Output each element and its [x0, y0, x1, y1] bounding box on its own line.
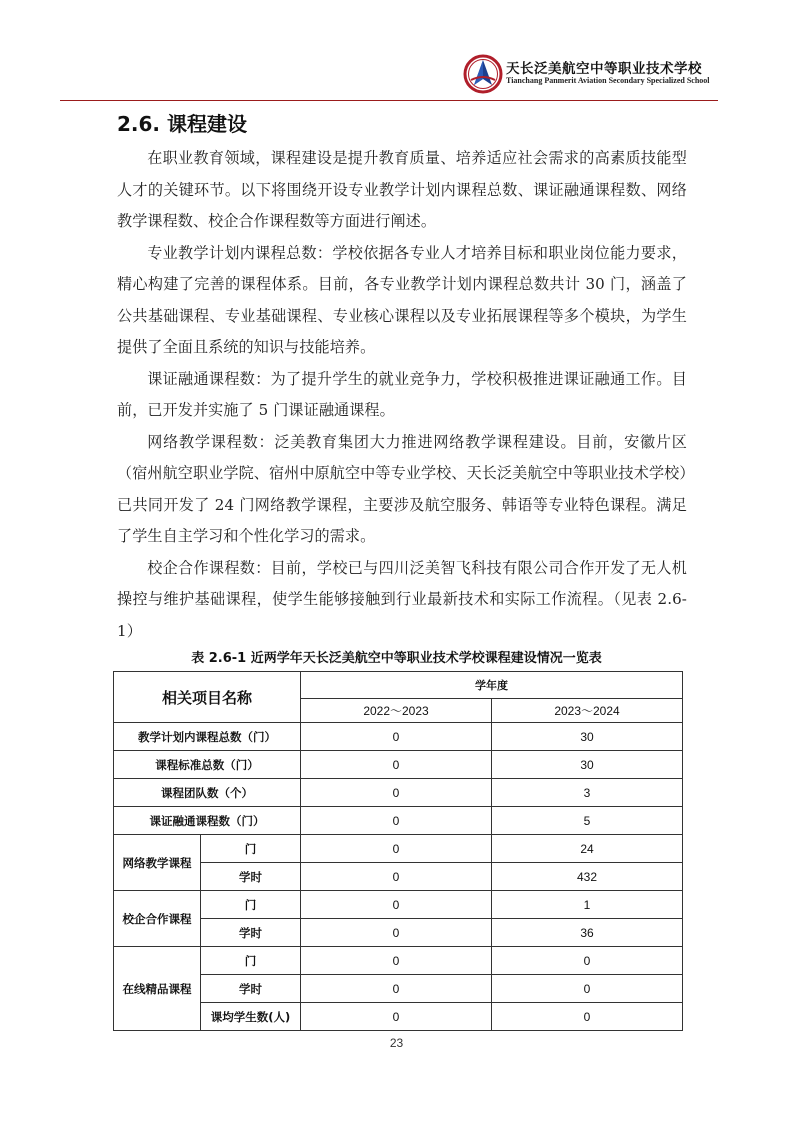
cell-value-2022: 0	[301, 919, 492, 947]
group-label: 校企合作课程	[114, 891, 201, 947]
header-year-group: 学年度	[301, 672, 683, 699]
cell-value-2022: 0	[301, 947, 492, 975]
cell-value-2022: 0	[301, 975, 492, 1003]
sub-label: 门	[201, 835, 301, 863]
section-title: 2.6. 课程建设	[117, 112, 247, 136]
cell-value-2023: 1	[492, 891, 683, 919]
school-name-en: Tianchang Panmerit Aviation Secondary Specialized School	[506, 76, 710, 85]
cell-value-2023: 0	[492, 1003, 683, 1031]
page-number: 23	[389, 1036, 404, 1050]
sub-label: 课均学生数(人)	[201, 1003, 301, 1031]
cell-value-2022: 0	[301, 891, 492, 919]
sub-label: 学时	[201, 975, 301, 1003]
cell-value-2022: 0	[301, 807, 492, 835]
paragraph-certificate-courses: 课证融通课程数：为了提升学生的就业竞争力，学校积极推进课证融通工作。目前，已开发并实施了 5 门课证融通课程。	[117, 369, 687, 419]
cell-value-2022: 0	[301, 1003, 492, 1031]
cell-value-2023: 0	[492, 975, 683, 1003]
table-row	[114, 751, 683, 779]
table-row	[114, 891, 683, 919]
paragraph-enterprise-courses: 校企合作课程数：目前，学校已与四川泛美智飞科技有限公司合作开发了无人机操控与维护基础课程，使学生能够接触到行业最新技术和实际工作流程。（见表 2.6-1）	[117, 558, 687, 640]
table-row	[114, 723, 683, 751]
cell-value-2022: 0	[301, 863, 492, 891]
body-text	[117, 143, 687, 647]
paragraph-online-courses: 网络教学课程数：泛美教育集团大力推进网络教学课程建设。目前，安徽片区（宿州航空职业学院、宿州中原航空中等专业学校、天长泛美航空中等职业技术学校）已共同开发了 24 门网络教学课程，主要涉及航空服务、韩语等专业特色课程。满足了学生自主学习和个性化学习的需求。	[117, 432, 687, 545]
table-row	[114, 779, 683, 807]
sub-label: 学时	[201, 919, 301, 947]
row-label: 教学计划内课程总数（门）	[114, 723, 301, 751]
table-row	[114, 807, 683, 835]
row-label: 课程团队数（个）	[114, 779, 301, 807]
header-year-2: 2023～2024	[492, 699, 683, 723]
cell-value-2023: 432	[492, 863, 683, 891]
cell-value-2023: 0	[492, 947, 683, 975]
table-row	[114, 835, 683, 863]
school-name-cn: 天长泛美航空中等职业技术学校	[506, 61, 702, 77]
group-label: 网络教学课程	[114, 835, 201, 891]
cell-value-2023: 36	[492, 919, 683, 947]
sub-label: 学时	[201, 863, 301, 891]
course-construction-table	[113, 671, 683, 1031]
page-header	[60, 48, 718, 101]
paragraph-intro: 在职业教育领域，课程建设是提升教育质量、培养适应社会需求的高素质技能型人才的关键环节。以下将围绕开设专业教学计划内课程总数、课证融通课程数、网络教学课程数、校企合作课程数等方面进行阐述。	[117, 149, 687, 230]
cell-value-2023: 3	[492, 779, 683, 807]
cell-value-2023: 24	[492, 835, 683, 863]
cell-value-2023: 30	[492, 723, 683, 751]
paragraph-course-total: 专业教学计划内课程总数：学校依据各专业人才培养目标和职业岗位能力要求，精心构建了完善的课程体系。目前，各专业教学计划内课程总数共计 30 门，涵盖了公共基础课程、专业基础课程、专业核心课程以及专业拓展课程等多个模块，为学生提供了全面且系统的知识与技能培养。	[117, 243, 687, 356]
sub-label: 门	[201, 891, 301, 919]
header-item-name: 相关项目名称	[114, 672, 301, 723]
group-label: 在线精品课程	[114, 947, 201, 1031]
header-year-1: 2022～2023	[301, 699, 492, 723]
sub-label: 门	[201, 947, 301, 975]
table-caption: 表 2.6-1 近两学年天长泛美航空中等职业技术学校课程建设情况一览表	[191, 651, 602, 666]
cell-value-2022: 0	[301, 835, 492, 863]
table-row	[114, 947, 683, 975]
cell-value-2023: 5	[492, 807, 683, 835]
school-logo-icon	[463, 54, 503, 94]
cell-value-2022: 0	[301, 723, 492, 751]
row-label: 课程标准总数（门）	[114, 751, 301, 779]
cell-value-2023: 30	[492, 751, 683, 779]
row-label: 课证融通课程数（门）	[114, 807, 301, 835]
cell-value-2022: 0	[301, 779, 492, 807]
cell-value-2022: 0	[301, 751, 492, 779]
